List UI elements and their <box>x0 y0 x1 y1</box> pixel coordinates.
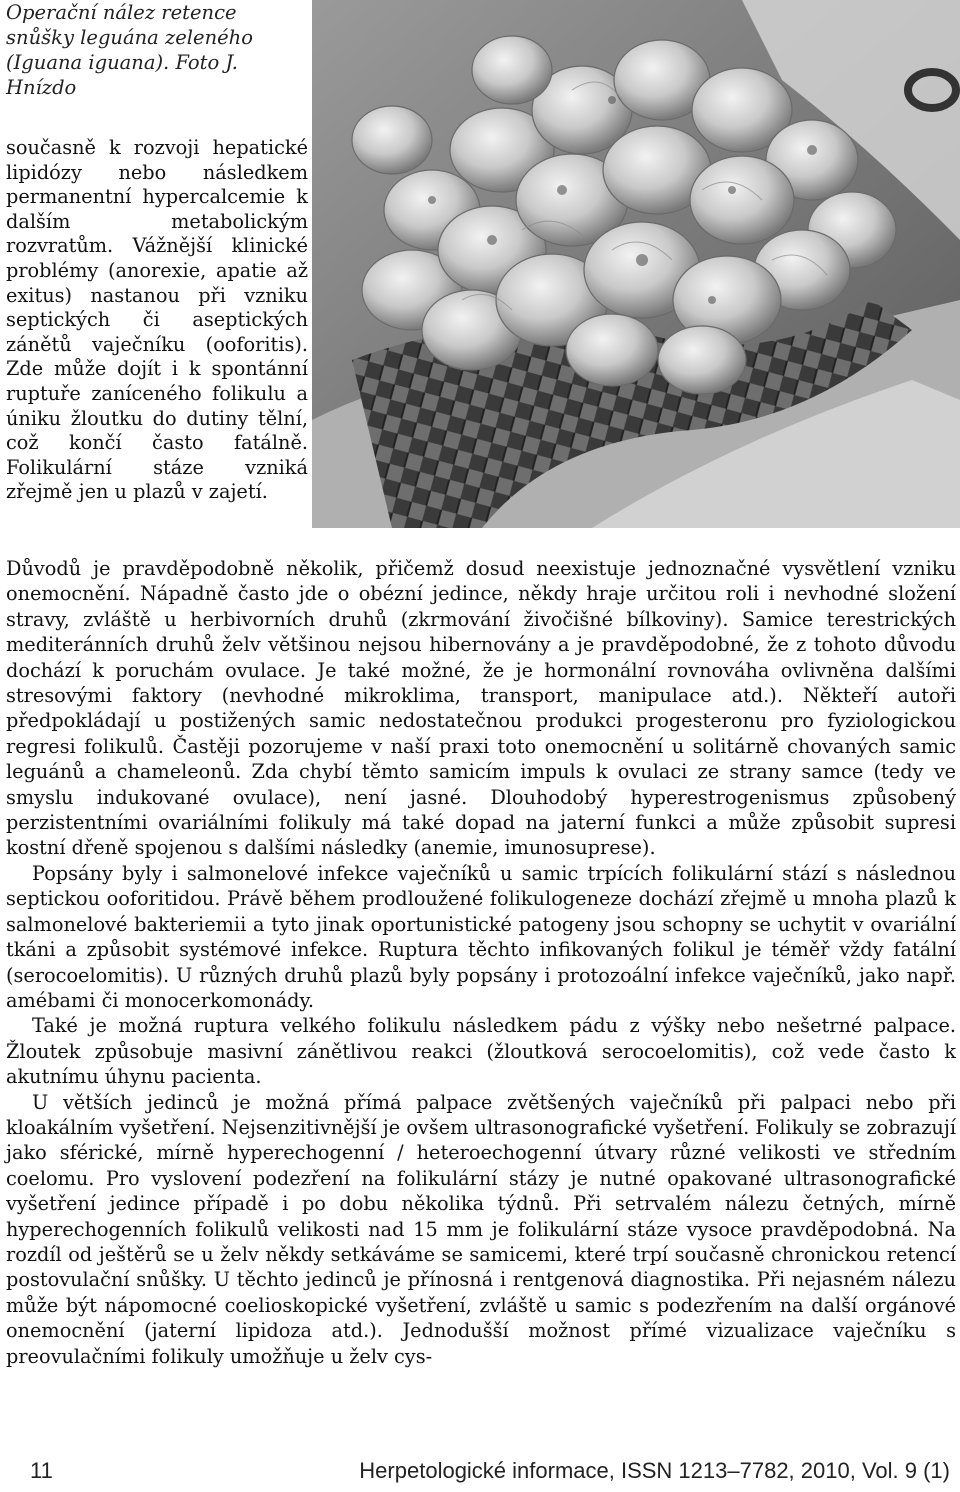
journal-citation: Herpetologické informace, ISSN 1213–7782, 2010, Vol. 9 (1) <box>359 1458 950 1483</box>
caption-text: Operační nález retence snůšky leguána zeleného (Iguana iguana). Foto J. Hnízdo <box>6 1 253 99</box>
page-footer <box>0 1458 960 1488</box>
photo-caption <box>6 0 306 100</box>
iguana-egg-clutch-photo <box>312 0 960 528</box>
photo <box>312 0 960 528</box>
side-paragraph: současně k rozvoji hepatické lipidózy nebo následkem permanentní hypercalcemie k dalším metabolickým rozvratům. Vážnější klinické problémy (anorexie, apatie až exitus) nastanou při vzniku septických či aseptických zánětů vaječníku (ooforitis). Zde může dojít i k spontánní ruptuře zaníceného folikulu a úniku žloutku do dutiny tělní, což končí často fatálně. Folikulární stáze vzniká zřejmě jen u plazů v zajetí. <box>6 136 308 504</box>
paragraph-1: Důvodů je pravděpodobně několik, přičemž dosud neexistuje jednoznačné vysvětlení vzniku onemocnění. Nápadně často jde o obézní jedince, někdy hraje určitou roli i nevhodné složení stravy, zvláště u herbivorních druhů (zkrmování živočišné bílkoviny). Samice terestrických mediteránních druhů želv většinou nejsou hibernovány a je pravděpodobné, že z tohoto důvodu dochází k poruchám ovulace. Je také možné, že je hormonální rovnováha ovlivněna dalšími stresovými faktory (nevhodné mikroklima, transport, manipulace atd.). Někteří autoři předpokládají u postižených samic nedostatečnou produkci progesteronu pro fyziologickou regresi folikulů. Častěji pozorujeme v naší praxi toto onemocnění u solitárně chovaných samic leguánů a chameleonů. Zda chybí těmto samicím impuls k ovulaci ze strany samce (tedy ve smyslu indukované ovulace), není jasné. Dlouhodobý hyperestrogenismus způsobený perzistentními ovariálními folikuly má také dopad na jaterní funkci a může způsobit supresi kostní dřeně spojenou s dalšími následky (anemie, imunosuprese). <box>6 557 956 860</box>
side-column-text <box>6 136 308 505</box>
page-number: 11 <box>30 1458 53 1483</box>
paragraph-3: Také je možná ruptura velkého folikulu následkem pádu z výšky nebo nešetrné palpace. Žloutek způsobuje masivní zánětlivou reakci (žloutková serocoelomitis), což vede často k akutnímu úhynu pacienta. <box>6 1014 956 1089</box>
paragraph-4: U větších jedinců je možná přímá palpace zvětšených vaječníků při palpaci nebo při kloakálním vyšetření. Nejsenzitivnější je ovšem ultrasonografické vyšetření. Folikuly se zobrazují jako sférické, mírně hyperechogenní / heteroechogenní útvary různé velikosti ve středním coelomu. Pro vyslovení podezření na folikulární stázy je nutné opakované ultrasonografické vyšetření jedince případě i po dobu několika týdnů. Při setrvalém nálezu četných, mírně hyperechogenních folikulů velikosti nad 15 mm je folikulární stáze vysoce pravděpodobná. Na rozdíl od ještěrů se u želv někdy setkáváme se samicemi, které trpí současně chronickou retencí postovulační snůšky. U těchto jedinců je přínosná i rentgenová diagnostika. Při nejasném nálezu může být nápomocné coelioskopické vyšetření, zvláště u samic s podezřením na další orgánové onemocnění (jaterní lipidoza atd.). Jednodušší možnost přímé vizualizace vaječníku s preovulačními folikuly umožňuje u želv cys- <box>6 1090 956 1368</box>
paragraph-2: Popsány byly i salmonelové infekce vaječníků u samic trpících folikulární stází s následnou septickou ooforitidou. Právě během prodloužené folikulogeneze dochází zřejmě u mnoha plazů k salmonelové bakteriemii a tyto jinak oportunistické patogeny jsou schopny se uchytit v ovariální tkáni a způsobit systémové infekce. Ruptura těchto infikovaných folikul je téměř vždy fatální (serocoelomitis). U různých druhů plazů byly popsány i protozoální infekce vaječníků, jako např. amébami či monocerkomonády. <box>6 861 956 1012</box>
main-text <box>6 556 956 1369</box>
